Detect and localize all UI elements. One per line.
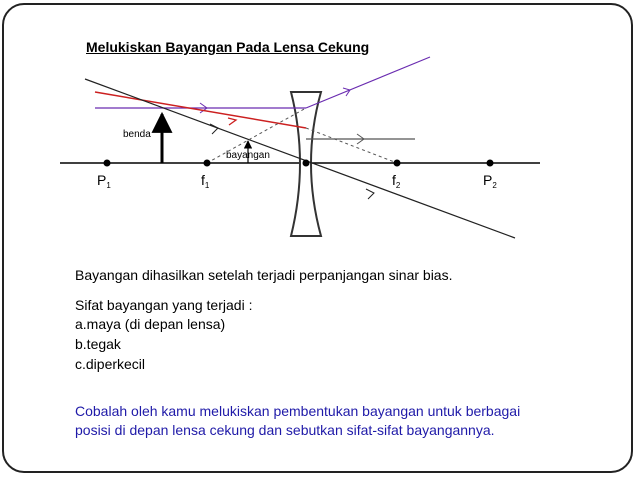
focal-ray-extension: [306, 128, 397, 163]
label-p1: $P_1$: [97, 172, 111, 190]
explanation-line: Bayangan dihasilkan setelah terjadi perpanjangan sinar bias.: [75, 267, 453, 283]
slide-title: Melukiskan Bayangan Pada Lensa Cekung: [86, 39, 370, 55]
point-f2: [394, 160, 401, 167]
point-p2: [487, 160, 494, 167]
exercise-line-1: Cobalah oleh kamu melukiskan pembentukan bayangan untuk berbagai: [75, 403, 521, 419]
label-f2: $f_2$: [392, 172, 401, 190]
center-ray-arrowhead-2: [366, 189, 374, 199]
point-optical-center: [303, 160, 310, 167]
focal-ray: [95, 92, 306, 128]
label-image: bayangan: [226, 150, 270, 161]
property-item: c.diperkecil: [75, 356, 146, 372]
label-f1: $f_1$: [201, 172, 210, 190]
exercise-line-2: posisi di depan lensa cekung dan sebutkan sifat-sifat bayangannya.: [75, 422, 495, 438]
focal-ray-arrowhead: [228, 118, 236, 125]
properties-heading: Sifat bayangan yang terjadi :: [75, 297, 253, 313]
label-object: benda: [123, 129, 151, 140]
point-f1: [204, 160, 211, 167]
property-item: a.maya (di depan lensa): [75, 316, 226, 332]
property-item: b.tegak: [75, 336, 121, 352]
point-p1: [104, 160, 111, 167]
label-p2: $P_2$: [483, 172, 497, 190]
refracted-ray-1: [306, 57, 430, 108]
